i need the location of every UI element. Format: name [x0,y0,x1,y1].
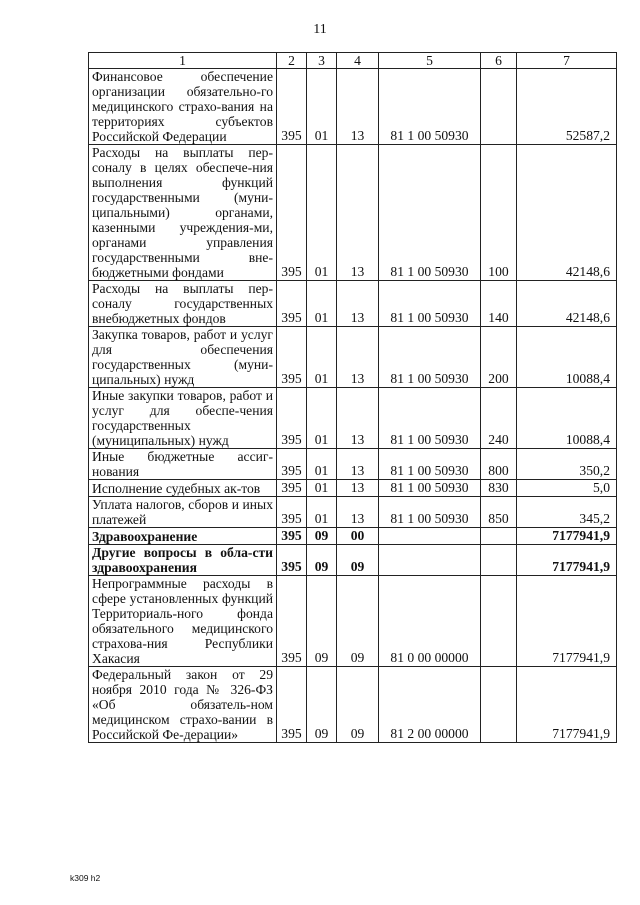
table-row [89,667,617,743]
amount-cell: 5,0 [517,480,617,497]
table-header-row [89,53,617,69]
section-code-cell: 09 [307,528,337,545]
budget-table [88,52,617,743]
table-row [89,69,617,145]
expense-type-cell [481,528,517,545]
amount-cell: 42148,6 [517,145,617,281]
header-cell: 4 [337,53,379,69]
subsection-code-cell: 13 [337,145,379,281]
subsection-code-cell: 13 [337,69,379,145]
target-article-cell: 81 1 00 50930 [379,449,481,480]
expense-type-cell [481,545,517,576]
table-row [89,497,617,528]
expense-type-cell: 200 [481,327,517,388]
header-cell: 3 [307,53,337,69]
table-row [89,327,617,388]
table-row [89,528,617,545]
target-article-cell [379,528,481,545]
chapter-code-cell: 395 [277,528,307,545]
row-name-cell: Финансовое обеспечение организации обязательно-го медицинского страхо-вания на территориях субъектов Российской Федерации [89,69,277,145]
row-name-cell: Другие вопросы в обла-сти здравоохранения [89,545,277,576]
row-name-cell: Уплата налогов, сборов и иных платежей [89,497,277,528]
row-name-cell: Закупка товаров, работ и услуг для обеспечения государственных (муни-ципальных) нужд [89,327,277,388]
section-code-cell: 01 [307,145,337,281]
table-row [89,545,617,576]
row-name-cell: Иные бюджетные ассиг-нования [89,449,277,480]
amount-cell: 7177941,9 [517,528,617,545]
expense-type-cell: 800 [481,449,517,480]
expense-type-cell: 140 [481,281,517,327]
amount-cell: 10088,4 [517,388,617,449]
target-article-cell: 81 1 00 50930 [379,69,481,145]
subsection-code-cell: 13 [337,388,379,449]
chapter-code-cell: 395 [277,667,307,743]
chapter-code-cell: 395 [277,327,307,388]
section-code-cell: 09 [307,576,337,667]
section-code-cell: 01 [307,327,337,388]
chapter-code-cell: 395 [277,576,307,667]
chapter-code-cell: 395 [277,145,307,281]
chapter-code-cell: 395 [277,497,307,528]
expense-type-cell: 830 [481,480,517,497]
table-row [89,281,617,327]
row-name-cell: Федеральный закон от 29 ноября 2010 года № 326-ФЗ «Об обязатель-ном медицинском страхо-вании в Российской Фе-дерации» [89,667,277,743]
chapter-code-cell: 395 [277,281,307,327]
amount-cell: 7177941,9 [517,667,617,743]
table-row [89,145,617,281]
subsection-code-cell: 09 [337,667,379,743]
row-name-cell: Иные закупки товаров, работ и услуг для обеспе-чения государственных (муниципальных) нужд [89,388,277,449]
row-name-cell: Непрограммные расходы в сфере установленных функций Территориаль-ного фонда обязательного медицинского страхова-ния Республики Хакасия [89,576,277,667]
target-article-cell: 81 1 00 50930 [379,327,481,388]
row-name-cell: Здравоохранение [89,528,277,545]
target-article-cell: 81 1 00 50930 [379,281,481,327]
target-article-cell: 81 1 00 50930 [379,388,481,449]
table-row [89,576,617,667]
amount-cell: 7177941,9 [517,576,617,667]
section-code-cell: 01 [307,69,337,145]
expense-type-cell: 850 [481,497,517,528]
row-name-cell: Расходы на выплаты пер-соналу в целях обеспече-ния выполнения функций государственными (муни-ципальными) органами, казенными учреждения-ми, органами управления государственными вне-бюджетными фондами [89,145,277,281]
table-row [89,388,617,449]
section-code-cell: 01 [307,480,337,497]
section-code-cell: 01 [307,388,337,449]
target-article-cell: 81 0 00 00000 [379,576,481,667]
subsection-code-cell: 09 [337,545,379,576]
row-name-cell: Расходы на выплаты пер-соналу государственных внебюджетных фондов [89,281,277,327]
chapter-code-cell: 395 [277,388,307,449]
subsection-code-cell: 13 [337,281,379,327]
section-code-cell: 01 [307,449,337,480]
chapter-code-cell: 395 [277,449,307,480]
table-row [89,449,617,480]
target-article-cell [379,545,481,576]
chapter-code-cell: 395 [277,480,307,497]
table-row [89,480,617,497]
amount-cell: 7177941,9 [517,545,617,576]
subsection-code-cell: 13 [337,497,379,528]
expense-type-cell: 100 [481,145,517,281]
header-cell: 7 [517,53,617,69]
expense-type-cell: 240 [481,388,517,449]
header-cell: 1 [89,53,277,69]
header-cell: 2 [277,53,307,69]
amount-cell: 350,2 [517,449,617,480]
subsection-code-cell: 09 [337,576,379,667]
amount-cell: 345,2 [517,497,617,528]
page-number: 11 [313,22,327,37]
chapter-code-cell: 395 [277,69,307,145]
section-code-cell: 01 [307,281,337,327]
section-code-cell: 09 [307,545,337,576]
amount-cell: 10088,4 [517,327,617,388]
amount-cell: 52587,2 [517,69,617,145]
chapter-code-cell: 395 [277,545,307,576]
subsection-code-cell: 00 [337,528,379,545]
target-article-cell: 81 2 00 00000 [379,667,481,743]
header-cell: 6 [481,53,517,69]
expense-type-cell [481,667,517,743]
subsection-code-cell: 13 [337,327,379,388]
expense-type-cell [481,576,517,667]
header-cell: 5 [379,53,481,69]
subsection-code-cell: 13 [337,480,379,497]
footer-code: k309 h2 [70,873,101,883]
target-article-cell: 81 1 00 50930 [379,497,481,528]
expense-type-cell [481,69,517,145]
target-article-cell: 81 1 00 50930 [379,145,481,281]
subsection-code-cell: 13 [337,449,379,480]
amount-cell: 42148,6 [517,281,617,327]
section-code-cell: 09 [307,667,337,743]
target-article-cell: 81 1 00 50930 [379,480,481,497]
section-code-cell: 01 [307,497,337,528]
row-name-cell: Исполнение судебных ак-тов [89,480,277,497]
